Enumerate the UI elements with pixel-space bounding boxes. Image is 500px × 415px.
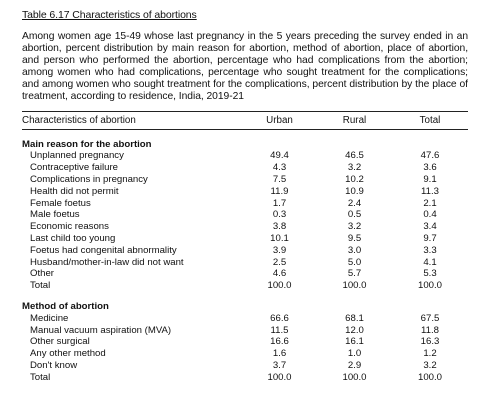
table-row [22, 325, 468, 337]
row-label: Complications in pregnancy [30, 173, 148, 185]
total-value: 1.2 [423, 348, 437, 360]
table-row [22, 162, 468, 174]
total-value: 11.3 [421, 185, 439, 197]
urban-value: 16.6 [270, 336, 289, 348]
table-row [22, 257, 468, 269]
urban-value: 100.0 [267, 371, 292, 383]
row-label: Health did not permit [30, 185, 119, 197]
rural-value: 5.7 [347, 268, 362, 280]
column-header-rural: Rural [342, 114, 367, 126]
urban-value: 3.8 [272, 221, 287, 233]
urban-value: 4.6 [272, 268, 287, 280]
urban-value: 10.1 [270, 232, 289, 244]
document-page [22, 9, 468, 384]
row-label: Husband/mother-in-law did not want [30, 256, 184, 268]
urban-value: 3.7 [272, 359, 287, 371]
total-value: 11.8 [421, 324, 439, 336]
row-label: Total [30, 280, 51, 292]
rural-value: 100.0 [342, 280, 367, 292]
row-label: Other [30, 268, 54, 280]
row-label: Don't know [30, 359, 78, 371]
total-value: 16.3 [420, 336, 440, 348]
table-row [22, 186, 468, 198]
row-label: Female foetus [30, 197, 91, 209]
rural-value: 1.0 [347, 348, 362, 360]
section-heading-row [22, 139, 468, 151]
table-body [22, 130, 468, 384]
rural-value: 0.5 [347, 209, 362, 221]
urban-value: 66.6 [270, 312, 289, 324]
total-value: 3.6 [423, 162, 437, 174]
rural-value: 2.9 [347, 359, 362, 371]
table-row [22, 233, 468, 245]
rural-value: 9.5 [347, 232, 362, 244]
table-row [22, 174, 468, 186]
column-header-urban: Urban [266, 114, 293, 126]
total-value: 9.7 [423, 232, 437, 244]
column-header-characteristic: Characteristics of abortion [22, 114, 136, 126]
row-label: Other surgical [30, 336, 90, 348]
urban-value: 4.3 [272, 162, 287, 174]
total-row [22, 372, 468, 384]
total-value: 100.0 [417, 371, 442, 383]
rural-value: 46.5 [345, 150, 364, 162]
table-header-row [22, 112, 468, 129]
row-label: Economic reasons [30, 221, 109, 233]
table-row [22, 198, 468, 210]
urban-value: 100.0 [267, 280, 292, 292]
row-label: Last child too young [30, 232, 116, 244]
total-row [22, 280, 468, 292]
total-value: 100.0 [417, 280, 442, 292]
section-heading-row [22, 301, 468, 313]
row-label: Contraceptive failure [30, 162, 118, 174]
total-value: 9.1 [423, 173, 437, 185]
rural-value: 12.0 [345, 324, 364, 336]
total-value: 0.4 [423, 209, 437, 221]
row-label: Medicine [30, 312, 69, 324]
rural-value: 3.2 [347, 221, 362, 233]
total-value: 2.1 [423, 197, 437, 209]
section-heading: Method of abortion [22, 300, 109, 312]
table-row [22, 313, 468, 325]
urban-value: 7.5 [272, 173, 287, 185]
row-label: Male foetus [30, 209, 80, 221]
rural-value: 100.0 [342, 371, 367, 383]
section-heading: Main reason for the abortion [22, 138, 152, 150]
rural-value: 10.9 [345, 185, 364, 197]
urban-value: 11.9 [270, 185, 289, 197]
row-label: Foetus had congenital abnormality [30, 244, 177, 256]
table-row [22, 348, 468, 360]
table-title: Table 6.17 Characteristics of abortions [22, 9, 197, 21]
urban-value: 1.6 [272, 348, 287, 360]
table-row [22, 209, 468, 221]
total-value: 47.6 [420, 150, 440, 162]
rural-value: 3.2 [347, 162, 362, 174]
rural-value: 10.2 [345, 173, 364, 185]
column-header-total: Total [419, 114, 441, 126]
table-row [22, 268, 468, 280]
total-value: 3.4 [423, 221, 437, 233]
total-value: 67.5 [420, 312, 440, 324]
row-label: Total [30, 371, 51, 383]
abortion-characteristics-table [22, 112, 468, 129]
total-value: 3.2 [423, 359, 437, 371]
table-row [22, 360, 468, 372]
table-row [22, 150, 468, 162]
urban-value: 49.4 [270, 150, 289, 162]
rural-value: 3.0 [347, 244, 362, 256]
row-label: Any other method [30, 348, 106, 360]
rural-value: 5.0 [347, 256, 362, 268]
urban-value: 3.9 [272, 244, 287, 256]
row-label: Unplanned pregnancy [30, 150, 124, 162]
rural-value: 68.1 [345, 312, 364, 324]
row-label: Manual vacuum aspiration (MVA) [30, 324, 172, 336]
rural-value: 16.1 [345, 336, 364, 348]
urban-value: 11.5 [270, 324, 289, 336]
table-description: Among women age 15-49 whose last pregnancy in the 5 years preceding the survey ended in an abortion, percent distribution by main reason for abortion, method of abortion, place of abortion, and person who performed the abortion, percentage who had complications from the abortion; among women who had complications, percentage who sought treatment for the complications; and among women who sought treatment for the complications, percent distribution by the place of treatment, according to residence, India, 2019-21 [22, 31, 468, 103]
urban-value: 2.5 [272, 256, 287, 268]
urban-value: 0.3 [272, 209, 287, 221]
urban-value: 1.7 [272, 197, 287, 209]
total-value: 5.3 [423, 268, 437, 280]
table-row [22, 245, 468, 257]
table-row [22, 221, 468, 233]
total-value: 4.1 [423, 256, 437, 268]
total-value: 3.3 [423, 244, 437, 256]
table-row [22, 336, 468, 348]
rural-value: 2.4 [347, 197, 362, 209]
